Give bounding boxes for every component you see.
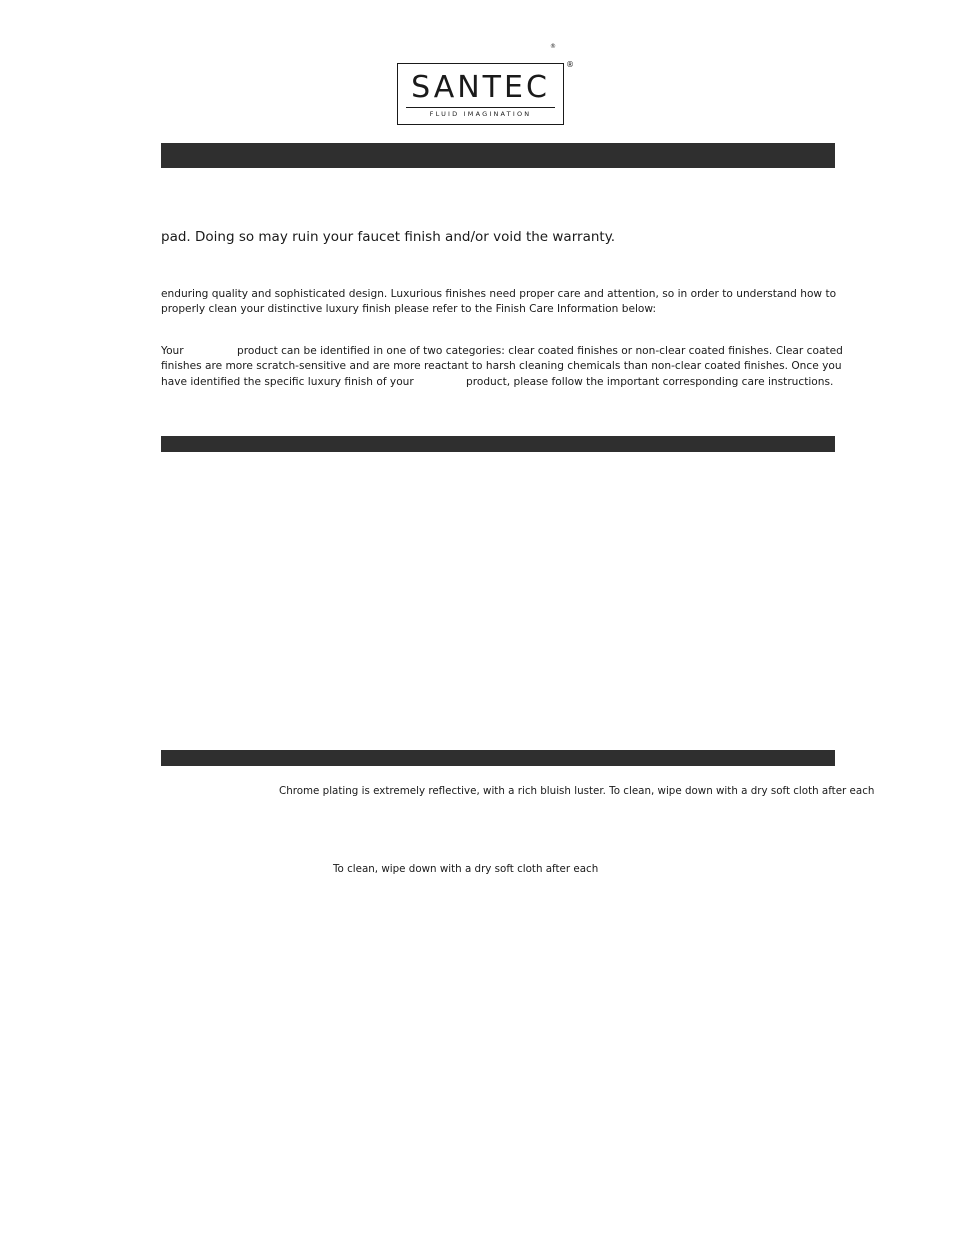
chrome-finish-text: Chrome plating is extremely reflective, with a rich bluish luster. To clean, wipe down with a dry soft cloth after each	[279, 785, 875, 797]
categories-paragraph	[161, 344, 843, 392]
section-header-bar-1	[161, 143, 835, 168]
santec-logo	[397, 63, 564, 125]
categories-line-1-start: Your	[161, 345, 184, 357]
stray-registered-mark: ®	[550, 43, 556, 50]
logo-wordmark: SANTEC	[411, 70, 550, 105]
second-finish-text: To clean, wipe down with a dry soft cloth after each	[333, 863, 599, 875]
categories-line-3-start: have identified the specific luxury finish of your	[161, 376, 414, 388]
section-header-bar-2	[161, 436, 835, 452]
categories-line-2: finishes are more scratch-sensitive and are more reactant to harsh cleaning chemicals than non-clear coated finishes. Once you	[161, 360, 842, 372]
categories-line-3-rest: product, please follow the important corresponding care instructions.	[466, 376, 834, 388]
categories-line-1-rest: product can be identified in one of two categories: clear coated finishes or non-clear coated finishes. Clear coated	[237, 345, 843, 357]
logo-registered-mark: ®	[566, 60, 574, 69]
section-header-bar-3	[161, 750, 835, 766]
warning-text: pad. Doing so may ruin your faucet finish and/or void the warranty.	[161, 229, 616, 245]
logo-tagline: FLUID IMAGINATION	[429, 110, 532, 118]
intro-paragraph	[161, 287, 835, 318]
intro-line-1: enduring quality and sophisticated design. Luxurious finishes need proper care and attention, so in order to understand how to	[161, 288, 837, 300]
intro-line-2: properly clean your distinctive luxury finish please refer to the Finish Care Information below:	[161, 303, 657, 315]
logo-divider	[406, 107, 555, 108]
